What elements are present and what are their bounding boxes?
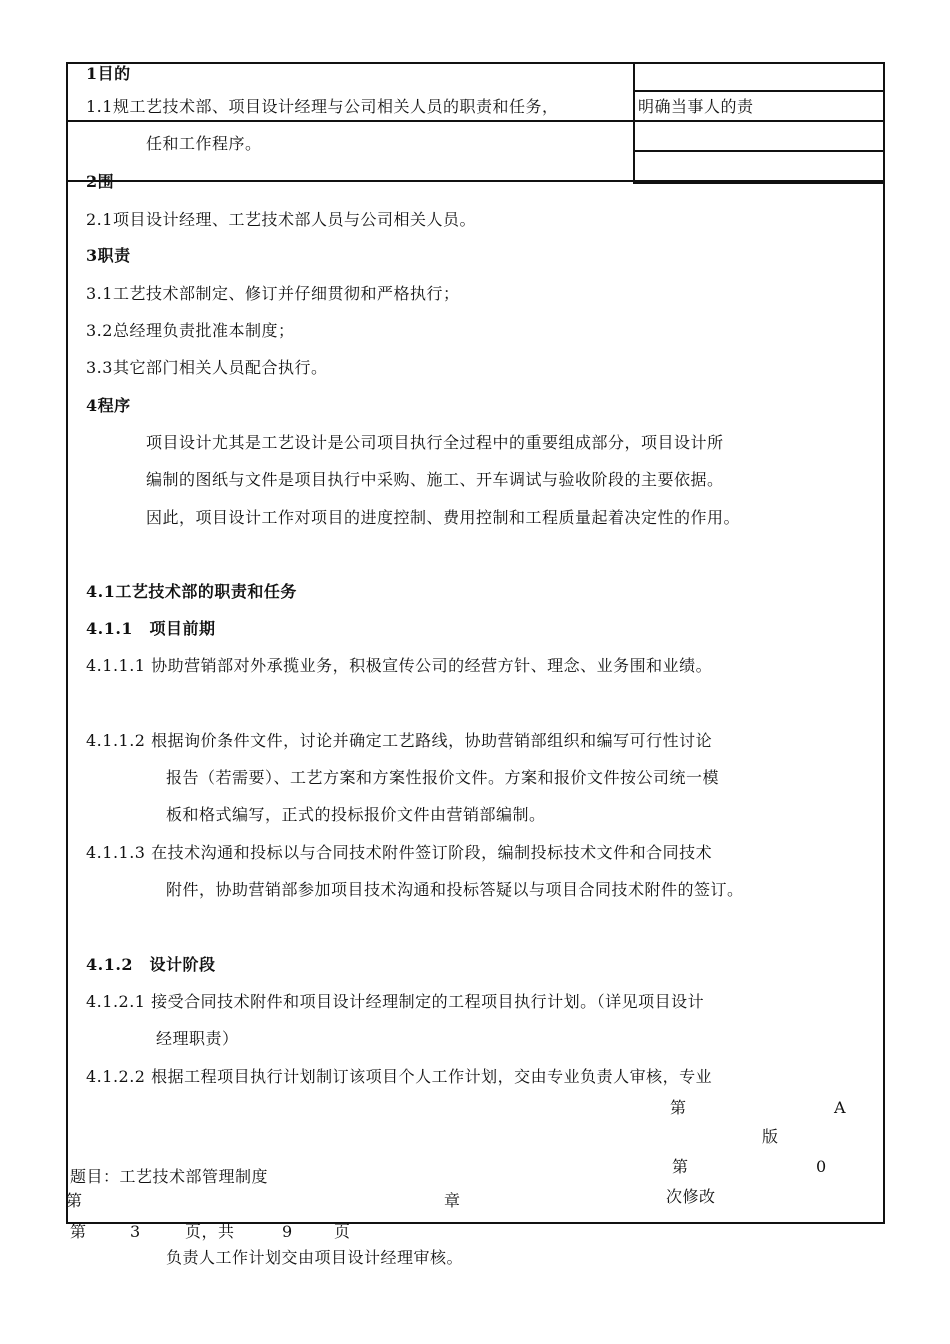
section-4-1-2-title: 4.1.2 设计阶段 xyxy=(86,955,216,974)
section-3-3-text: 3.3其它部门相关人员配合执行。 xyxy=(86,358,328,377)
section-3-2-text: 3.2总经理负责批准本制度； xyxy=(86,321,295,340)
section-3-title: 3职责 xyxy=(86,246,131,265)
page-end: 页 xyxy=(334,1222,351,1241)
item-4-1-2-1: 4.1.2.1 接受合同技术附件和项目设计经理制定的工程项目执行计划。（详见项目设计 xyxy=(86,992,705,1011)
revision-label: 第 xyxy=(672,1157,689,1176)
page-number: 3 xyxy=(130,1222,141,1241)
section-4-1-title: 4.1工艺技术部的职责和任务 xyxy=(86,582,297,601)
page-frame xyxy=(66,62,885,1224)
section-1-1-text-cont: 明确当事人的责 xyxy=(638,97,754,116)
header-rule xyxy=(66,180,883,182)
revision-suffix: 次修改 xyxy=(666,1187,716,1206)
section-4-1-1-title: 4.1.1 项目前期 xyxy=(86,619,216,638)
page-total: 9 xyxy=(282,1222,293,1241)
header-box xyxy=(633,62,885,184)
section-1-1-text-wrap: 任和工作程序。 xyxy=(146,134,262,153)
paragraph-line: 编制的图纸与文件是项目执行中采购、施工、开车调试与验收阶段的主要依据。 xyxy=(146,470,724,489)
item-4-1-1-3: 4.1.1.3 在技术沟通和投标以与合同技术附件签订阶段，编制投标技术文件和合同技术 xyxy=(86,843,713,862)
section-2-1-text: 2.1项目设计经理、工艺技术部人员与公司相关人员。 xyxy=(86,210,476,229)
chapter-label: 第 xyxy=(66,1191,83,1210)
document-title: 题目：工艺技术部管理制度 xyxy=(70,1167,269,1186)
section-1-title: 1目的 xyxy=(86,64,131,83)
page-mid: 页，共 xyxy=(185,1222,235,1241)
edition-value: A xyxy=(834,1098,847,1117)
item-4-1-2-1-wrap: 经理职责） xyxy=(156,1029,239,1048)
paragraph-line: 项目设计尤其是工艺设计是公司项目执行全过程中的重要组成部分，项目设计所 xyxy=(146,433,724,452)
header-rule xyxy=(633,90,883,92)
header-rule xyxy=(633,150,883,152)
paragraph-line: 因此，项目设计工作对项目的进度控制、费用控制和工程质量起着决定性的作用。 xyxy=(146,508,741,527)
revision-value: 0 xyxy=(816,1157,827,1176)
item-4-1-1-1: 4.1.1.1 协助营销部对外承揽业务，积极宣传公司的经营方针、理念、业务围和业绩。 xyxy=(86,656,713,675)
edition-suffix: 版 xyxy=(762,1127,779,1146)
section-2-title: 2围 xyxy=(86,172,115,191)
section-4-title: 4程序 xyxy=(86,396,131,415)
section-3-1-text: 3.1工艺技术部制定、修订并仔细贯彻和严格执行； xyxy=(86,284,460,303)
chapter-suffix: 章 xyxy=(444,1191,461,1210)
edition-label: 第 xyxy=(670,1098,687,1117)
item-4-1-1-2: 4.1.1.2 根据询价条件文件，讨论并确定工艺路线，协助营销部组织和编写可行性讨论 xyxy=(86,731,713,750)
item-4-1-2-2: 4.1.2.2 根据工程项目执行计划制订该项目个人工作计划，交由专业负责人审核，专业 xyxy=(86,1067,713,1086)
section-1-1-text: 1.1规工艺技术部、项目设计经理与公司相关人员的职责和任务， xyxy=(86,97,559,116)
header-rule xyxy=(66,120,883,122)
overflow-line: 负责人工作计划交由项目设计经理审核。 xyxy=(166,1248,464,1267)
item-4-1-1-2-wrap: 报告（若需要）、工艺方案和方案性报价文件。方案和报价文件按公司统一模 xyxy=(166,768,720,787)
item-4-1-1-3-wrap: 附件，协助营销部参加项目技术沟通和投标答疑以与项目合同技术附件的签订。 xyxy=(166,880,744,899)
page-label: 第 xyxy=(70,1222,87,1241)
item-4-1-1-2-wrap: 板和格式编写，正式的投标报价文件由营销部编制。 xyxy=(166,805,546,824)
